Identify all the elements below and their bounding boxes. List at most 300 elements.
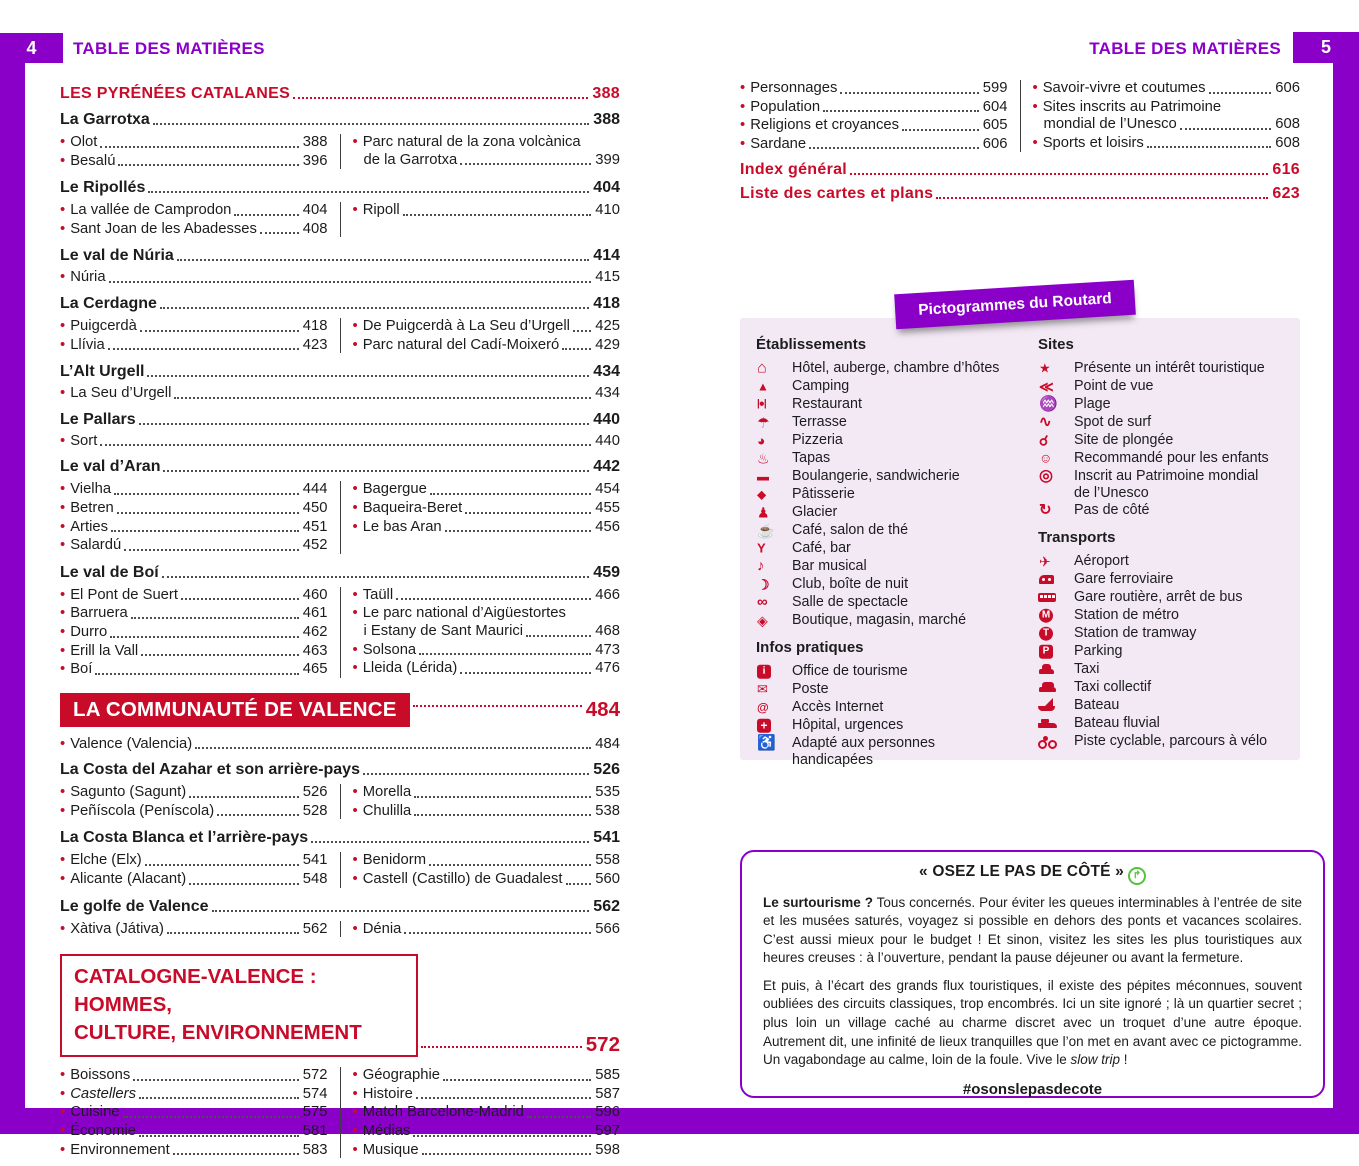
toc-item-label: Musique: [362, 1141, 419, 1158]
pictogram-group-title: Infos pratiques: [756, 639, 864, 656]
dotted-leader: [108, 348, 299, 350]
chapter-box-label: LA COMMUNAUTÉ DE VALENCE: [60, 693, 410, 727]
hashtag: #osonslepasdecote: [962, 1080, 1103, 1098]
toc-column-right: [353, 920, 621, 940]
dotted-leader: [419, 653, 591, 655]
toc-item-label: Sagunto (Sagunt): [70, 784, 187, 801]
dotted-leader: [403, 214, 592, 216]
toc-two-columns: [60, 317, 620, 355]
pictogram-label: [792, 735, 935, 768]
toc-two-columns: [60, 851, 620, 889]
toc-item-page: 484: [595, 735, 620, 752]
dotted-leader: [429, 864, 591, 866]
toc-item-label: Alicante (Alacant): [70, 871, 187, 888]
pictogram-label-line1: Station de métro: [1074, 607, 1179, 624]
toc-item-page: 476: [595, 660, 620, 677]
dotted-leader: [445, 530, 592, 532]
dotted-leader: [174, 397, 591, 399]
osez-paragraph-lead: Le surtourisme ?: [763, 894, 873, 910]
dotted-leader: [100, 146, 298, 148]
pictogram-item: [756, 432, 1018, 449]
pictogram-item: [1038, 607, 1290, 624]
dotted-leader: [465, 512, 591, 514]
dotted-leader: [902, 129, 979, 131]
pictogram-label-line1: Station de tramway: [1074, 625, 1197, 642]
toc-item: [353, 642, 621, 660]
bullet-icon: •: [60, 802, 66, 819]
toc-column-right: [353, 1066, 621, 1160]
dotted-leader: [414, 796, 591, 798]
pictogram-label: [1074, 396, 1111, 413]
pictogram-label: [792, 540, 851, 557]
toc-item: [353, 660, 621, 678]
toc-item: [60, 153, 328, 171]
pictogram-label: [1074, 589, 1242, 606]
pictogram-label: [1074, 378, 1154, 395]
toc-section-page: 388: [593, 111, 620, 128]
aeroport-icon: [1038, 553, 1062, 570]
dotted-leader: [1209, 92, 1272, 94]
toc-chapter-page: 572: [585, 1033, 620, 1057]
toc-chapter: [740, 184, 1300, 203]
toc-item: [60, 643, 328, 661]
toc-chapter: [60, 84, 620, 103]
enfants-icon: [1038, 450, 1062, 467]
bullet-icon: •: [60, 623, 66, 640]
toc-item-page: 423: [302, 336, 328, 353]
bullet-icon: •: [352, 605, 358, 622]
toc-item-page: 452: [302, 537, 328, 554]
pictogram-label-line1: Présente un intérêt touristique: [1074, 360, 1265, 376]
toc-chapter-outlined: [60, 954, 620, 1057]
pictogram-label: [792, 699, 883, 716]
bullet-icon: •: [60, 385, 66, 402]
toc-item-label: Besalú: [70, 152, 116, 169]
bullet-icon: •: [352, 871, 358, 888]
bullet-icon: •: [352, 660, 358, 677]
pictogram-item: [756, 396, 1018, 413]
toc-item: [740, 117, 1008, 135]
toc-item-page: 574: [302, 1085, 328, 1102]
dotted-leader: [109, 281, 592, 283]
toc-chapter-label: Liste des cartes et plans: [740, 185, 934, 203]
bullet-icon: •: [352, 499, 358, 516]
pictogram-label-line1: Accès Internet: [792, 699, 884, 715]
osez-note-title: « OSEZ LE PAS DE CÔTÉ »: [919, 863, 1124, 880]
bullet-icon: •: [60, 317, 66, 334]
column-divider: [340, 921, 341, 938]
pictograms-column-1: [756, 334, 1018, 769]
office-tourisme-icon: [756, 663, 780, 680]
toc-item-label: Puigcerdà: [70, 317, 137, 334]
hotel-icon: [756, 360, 780, 377]
toc-item-label: Cuisine: [70, 1104, 120, 1121]
dotted-leader: [139, 423, 590, 425]
pictogram-label: [1074, 360, 1265, 377]
toc-item-label: Personnages: [750, 80, 838, 96]
pictogram-label-line1: Taxi collectif: [1074, 679, 1152, 696]
pictogram-label-line1: Glacier: [792, 504, 838, 520]
toc-column-left: [60, 133, 328, 171]
toc-item: [60, 481, 328, 499]
pictogram-label: [792, 396, 862, 413]
pictogram-label-line1: Gare ferroviaire: [1074, 571, 1174, 588]
toc-chapter-label: LES PYRÉNÉES CATALANES: [60, 85, 291, 102]
pictogram-item: [1038, 661, 1290, 678]
bullet-icon: •: [352, 852, 358, 869]
toc-item: [60, 433, 620, 451]
toc-item-page: 466: [595, 586, 620, 603]
dotted-leader: [363, 773, 589, 775]
toc-item: [60, 385, 620, 403]
dotted-leader: [823, 110, 979, 112]
bullet-icon: •: [352, 317, 358, 334]
pictogram-label-line1: Parking: [1074, 643, 1123, 660]
dotted-leader: [460, 672, 591, 674]
dotted-leader: [217, 814, 299, 816]
bullet-icon: •: [60, 336, 66, 353]
toc-item-page: 473: [595, 641, 620, 658]
toc-item-page: 415: [595, 269, 620, 286]
pictogram-label: [792, 594, 908, 611]
toc-column-left: [60, 317, 328, 355]
toc-section: [60, 246, 620, 265]
dotted-leader: [148, 191, 589, 193]
pictogram-label-line1: Adapté aux personnes: [792, 735, 936, 751]
bullet-icon: •: [352, 1123, 358, 1140]
toc-item-label: Vielha: [70, 481, 112, 498]
toc-column-left: [60, 586, 328, 680]
bullet-icon: •: [352, 1085, 358, 1102]
spectacle-icon: [756, 594, 780, 611]
toc-section-page: 440: [593, 410, 620, 428]
bullet-icon: •: [60, 220, 66, 237]
bullet-icon: •: [60, 134, 66, 150]
pictograms-grid: [740, 318, 1300, 769]
taxi-icon: [1038, 661, 1062, 678]
toc-column-right: [353, 851, 621, 889]
dotted-leader: [311, 841, 589, 843]
dotted-leader: [181, 598, 299, 600]
pictogram-label-line2: handicapées: [792, 751, 874, 768]
bullet-icon: •: [60, 642, 66, 659]
toc-item-label: Médias: [362, 1123, 411, 1140]
pictogram-item: [756, 522, 1018, 539]
toc-item: [60, 1123, 328, 1141]
toc-item: [60, 803, 328, 821]
pictogram-label: [792, 558, 867, 575]
toc-item: [60, 202, 328, 220]
pictogram-item: [756, 612, 1018, 629]
toc-item-page: 596: [595, 1104, 620, 1121]
pictogram-label-line1: Hôtel, auberge, chambre d’hôtes: [792, 360, 1000, 376]
pictogram-item: [1038, 502, 1290, 519]
toc-item: [60, 871, 328, 889]
left-border-bar: [0, 33, 25, 1134]
toc-item-label: Betren: [70, 499, 114, 516]
toc-column-left: [60, 783, 328, 821]
toc-item-label-line2: mondial de l’Unesco: [1043, 116, 1177, 133]
toc-column-left: [60, 201, 328, 239]
bullet-icon: •: [60, 661, 66, 678]
pictogram-item: [756, 681, 1018, 698]
cafe-bar-icon: [756, 540, 780, 557]
pictogram-label: [792, 522, 908, 539]
dotted-leader: [163, 470, 589, 472]
pas-de-cote-green-icon: [1128, 867, 1146, 885]
header-right: TABLE DES MATIÈRES: [1089, 39, 1281, 58]
toc-item-page: 608: [1275, 116, 1300, 133]
pictogram-item: [1038, 679, 1290, 696]
pictogram-label: [1074, 661, 1099, 678]
restaurant-icon: [756, 396, 780, 413]
boulangerie-icon: [756, 468, 780, 485]
pictogram-label-line1: Inscrit au Patrimoine mondial: [1074, 468, 1259, 484]
boutique-icon: [756, 612, 780, 629]
toc-item-page: 444: [302, 481, 328, 498]
dotted-leader: [413, 705, 582, 707]
toc-column-right: [353, 201, 621, 239]
toc-item: [60, 587, 328, 605]
toc-item-page: 528: [302, 802, 328, 819]
pictogram-item: [756, 576, 1018, 593]
toc-chapter-page: 623: [1272, 185, 1300, 203]
pictogram-item: [756, 378, 1018, 395]
toc-section-page: 459: [593, 563, 620, 581]
toc-item-page: 404: [302, 202, 328, 219]
pizzeria-icon: [756, 432, 780, 449]
toc-item-label: Population: [750, 98, 821, 115]
bullet-icon: •: [60, 735, 66, 752]
tapas-icon: [756, 450, 780, 467]
bullet-icon: •: [60, 586, 66, 603]
pictogram-label: [1074, 571, 1173, 588]
toc-item: [60, 537, 328, 555]
toc-column-right: [353, 133, 621, 171]
column-divider: [340, 318, 341, 353]
toc-column-right: [1033, 79, 1301, 154]
toc-item-page: 575: [302, 1104, 328, 1121]
toc-item: [353, 134, 621, 169]
toc-section-label: L’Alt Urgell: [60, 363, 145, 381]
toc-item-page: 583: [302, 1141, 328, 1158]
pictogram-label: [792, 486, 855, 503]
toc-item-label: Núria: [70, 269, 106, 286]
toc-chapter: [740, 160, 1300, 179]
toc-item: [60, 500, 328, 518]
pictogram-label-line1: Piste cyclable, parcours à vélo: [1074, 733, 1268, 750]
internet-icon: [756, 699, 780, 716]
toc-item: [353, 605, 621, 640]
pictogram-item: [1038, 715, 1290, 732]
column-divider: [340, 1067, 341, 1158]
dotted-leader: [111, 530, 299, 532]
toc-item-page: 456: [595, 518, 620, 535]
pictogram-label: [792, 468, 960, 485]
toc-item-label: Boissons: [70, 1067, 131, 1084]
toc-item-label: Benidorm: [362, 852, 427, 869]
osez-paragraph-2-text: Et puis, à l’écart des grands flux touristiques, il existe des pépites méconnues, souvent oubliées des circuits classiques, trop encombrés. Ici un site ignoré ; là un quartier secret ; plus loin un village caché au charme discret avec un troquet d’une autre époque. Autrement dit, une infinité de lieux tranquilles que l’on met en avant avec ce pictogramme. Un vagabondage au calme, loin de la foule. Vive le: [763, 977, 1302, 1068]
pictogram-item: [756, 450, 1018, 467]
toc-chapter-page: 388: [592, 85, 620, 102]
right-page-toc: [740, 76, 1300, 208]
toc-item-page: 455: [595, 499, 620, 516]
toc-item: [353, 784, 621, 802]
left-page-toc: [60, 82, 620, 1166]
pictogram-item: [1038, 697, 1290, 714]
dotted-leader: [100, 444, 591, 446]
toc-item: [353, 500, 621, 518]
surf-icon: [1038, 414, 1062, 431]
terrasse-icon: [756, 414, 780, 431]
pictogram-label-line1: Club, boîte de nuit: [792, 576, 909, 592]
pictogram-label-line1: Point de vue: [1074, 378, 1154, 394]
pictograms-column-2: [1038, 334, 1290, 769]
toc-section: [60, 828, 620, 847]
bullet-icon: •: [352, 920, 358, 937]
pictogram-label: [1074, 643, 1122, 660]
toc-item: [353, 318, 621, 336]
dotted-leader: [443, 1079, 591, 1081]
toc-item-page: 399: [595, 151, 620, 168]
pictograms-banner-label: Pictogrammes du Routard: [917, 289, 1113, 319]
toc-item: [353, 1123, 621, 1141]
toc-item-label: Castellers: [70, 1085, 136, 1102]
dotted-leader: [139, 1135, 299, 1137]
pictogram-item: [1038, 468, 1290, 501]
column-divider: [340, 134, 341, 169]
toc-item-page: 585: [595, 1067, 620, 1084]
toc-two-columns: [60, 133, 620, 171]
toc-item-label: Bagergue: [362, 481, 427, 498]
bullet-icon: •: [60, 605, 66, 622]
dotted-leader: [133, 1079, 299, 1081]
bullet-icon: •: [352, 336, 358, 353]
dotted-leader: [173, 1153, 299, 1155]
toc-item-label: Parc natural de la zona volcànica: [362, 134, 581, 150]
toc-section-label: Le Ripollés: [60, 179, 146, 197]
toc-item-page: 572: [302, 1067, 328, 1084]
bullet-icon: •: [1032, 80, 1038, 96]
toc-item-page: 451: [302, 518, 328, 535]
toc-item-page: 460: [302, 586, 328, 603]
bullet-icon: •: [352, 481, 358, 498]
pictogram-label-line1: Pizzeria: [792, 432, 843, 448]
pictogram-item: [1038, 360, 1290, 377]
pictogram-item: [756, 663, 1018, 680]
toc-item-page: 566: [595, 920, 620, 937]
osez-paragraph-1: [763, 894, 1302, 968]
toc-section-page: 434: [593, 363, 620, 381]
toc-item-label: Peñíscola (Peníscola): [70, 802, 215, 819]
toc-section-page: 442: [593, 458, 620, 476]
bullet-icon: •: [60, 499, 66, 516]
toc-item: [60, 921, 328, 939]
toc-item-label: Sardane: [750, 135, 807, 152]
pictogram-label: [792, 360, 999, 377]
unesco-icon: [1038, 468, 1062, 485]
toc-item: [60, 1067, 328, 1085]
bullet-icon: •: [60, 1104, 66, 1121]
dotted-leader: [160, 307, 589, 309]
bullet-icon: •: [352, 1104, 358, 1121]
toc-column-left: [60, 480, 328, 555]
toc-item-label: Chulilla: [362, 802, 412, 819]
toc-item: [60, 269, 620, 287]
toc-item: [353, 1142, 621, 1160]
bullet-icon: •: [60, 920, 66, 937]
toc-item-page: 410: [595, 202, 620, 219]
toc-item: [353, 871, 621, 889]
toc-section-page: 526: [593, 761, 620, 779]
toc-item-label: De Puigcerdà à La Seu d’Urgell: [362, 317, 570, 334]
toc-item: [1033, 99, 1301, 134]
bullet-icon: •: [60, 152, 66, 169]
toc-item: [353, 921, 621, 939]
pictogram-label: [1074, 607, 1179, 624]
pictogram-item: [1038, 643, 1290, 660]
toc-column-right: [353, 317, 621, 355]
toc-item-label: Économie: [70, 1123, 136, 1140]
dotted-leader: [124, 549, 299, 551]
toc-item-page: 408: [302, 220, 328, 237]
toc-item: [60, 852, 328, 870]
pictogram-label: [792, 450, 830, 467]
column-divider: [340, 202, 341, 237]
toc-item: [353, 1067, 621, 1085]
toc-item-label: Castell (Castillo) de Guadalest: [362, 871, 563, 888]
pictogram-label-line1: Aéroport: [1074, 553, 1129, 570]
toc-item: [740, 136, 1008, 154]
pictogram-label: [1074, 432, 1173, 449]
toc-item: [60, 784, 328, 802]
toc-item-label: Parc natural del Cadí-Moixeró: [362, 336, 560, 353]
pictogram-label-line1: Site de plongée: [1074, 432, 1174, 448]
pictogram-label-line1: Bateau: [1074, 697, 1120, 714]
dotted-leader: [460, 163, 591, 165]
gare-ferroviaire-icon: [1038, 571, 1062, 588]
dotted-leader: [140, 330, 299, 332]
plongee-icon: [1038, 432, 1062, 449]
pictogram-label: [1074, 733, 1267, 750]
pictogram-label: [792, 378, 849, 395]
toc-item-page: 558: [595, 852, 620, 869]
toc-section-label: Le golfe de Valence: [60, 897, 209, 915]
bullet-icon: •: [352, 641, 358, 658]
osez-paragraph-2: [763, 977, 1302, 1070]
toc-item-label: Dénia: [362, 920, 402, 937]
dotted-leader: [430, 493, 591, 495]
toc-item-label: Géographie: [362, 1067, 441, 1084]
toc-item: [740, 99, 1008, 117]
toc-section: [60, 760, 620, 779]
bullet-icon: •: [60, 1067, 66, 1084]
page-number-left: 4: [26, 37, 37, 58]
dotted-leader: [293, 97, 588, 99]
pictogram-item: [1038, 396, 1290, 413]
toc-section: [60, 294, 620, 313]
bullet-icon: •: [740, 135, 746, 152]
toc-item-page: 598: [595, 1141, 620, 1158]
toc-column-right: [353, 783, 621, 821]
toc-item-page: 587: [595, 1085, 620, 1102]
toc-item: [353, 852, 621, 870]
osez-paragraph-2-end: !: [1119, 1052, 1128, 1068]
pictogram-label-line1: Plage: [1074, 396, 1111, 412]
poste-icon: [756, 681, 780, 698]
toc-item-page: 462: [302, 623, 328, 640]
toc-section-label: Le val de Boí: [60, 563, 159, 581]
